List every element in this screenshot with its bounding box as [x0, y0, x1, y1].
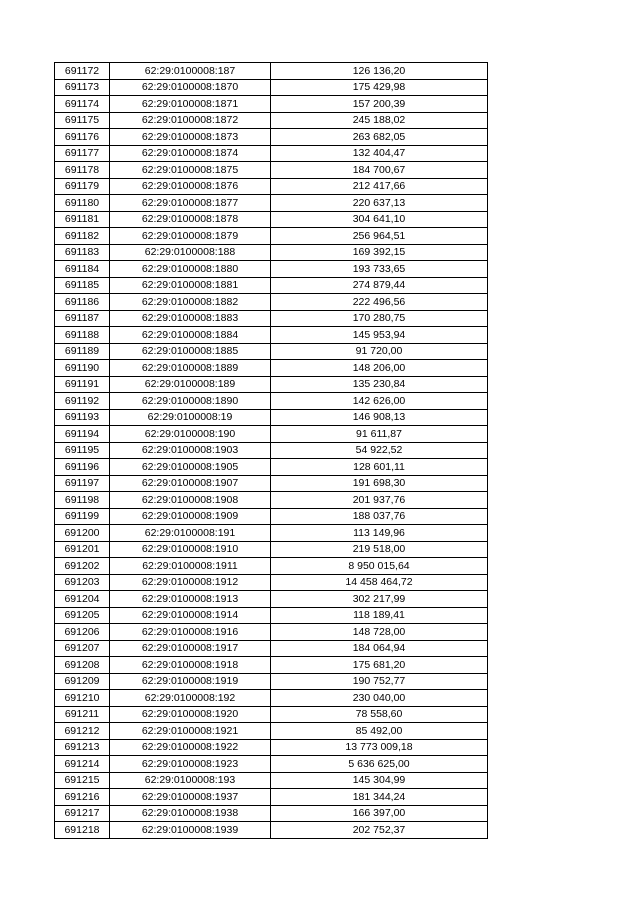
cadastral-number-cell: 62:29:0100008:1914	[110, 607, 271, 624]
row-number-cell: 691196	[55, 459, 110, 476]
row-number-cell: 691174	[55, 96, 110, 113]
value-cell: 157 200,39	[271, 96, 488, 113]
cadastral-number-cell: 62:29:0100008:1917	[110, 640, 271, 657]
value-cell: 175 681,20	[271, 657, 488, 674]
table-row	[55, 327, 488, 344]
cadastral-number-cell: 62:29:0100008:1912	[110, 574, 271, 591]
cadastral-number-cell: 62:29:0100008:1920	[110, 706, 271, 723]
cadastral-value-table	[54, 62, 488, 839]
value-cell: 170 280,75	[271, 310, 488, 327]
value-cell: 201 937,76	[271, 492, 488, 509]
cadastral-number-cell: 62:29:0100008:1916	[110, 624, 271, 641]
cadastral-number-cell: 62:29:0100008:1875	[110, 162, 271, 179]
cadastral-number-cell: 62:29:0100008:191	[110, 525, 271, 542]
row-number-cell: 691215	[55, 772, 110, 789]
table-row	[55, 409, 488, 426]
table-row	[55, 360, 488, 377]
table-row	[55, 178, 488, 195]
value-cell: 175 429,98	[271, 79, 488, 96]
table-row	[55, 459, 488, 476]
cadastral-number-cell: 62:29:0100008:1922	[110, 739, 271, 756]
table-row	[55, 129, 488, 146]
value-cell: 132 404,47	[271, 145, 488, 162]
cadastral-number-cell: 62:29:0100008:190	[110, 426, 271, 443]
table-row	[55, 63, 488, 80]
row-number-cell: 691193	[55, 409, 110, 426]
cadastral-number-cell: 62:29:0100008:1921	[110, 723, 271, 740]
value-cell: 13 773 009,18	[271, 739, 488, 756]
value-cell: 304 641,10	[271, 211, 488, 228]
row-number-cell: 691173	[55, 79, 110, 96]
table-row	[55, 376, 488, 393]
table-row	[55, 690, 488, 707]
table-row	[55, 426, 488, 443]
cadastral-number-cell: 62:29:0100008:192	[110, 690, 271, 707]
row-number-cell: 691201	[55, 541, 110, 558]
table-row	[55, 673, 488, 690]
row-number-cell: 691188	[55, 327, 110, 344]
row-number-cell: 691187	[55, 310, 110, 327]
row-number-cell: 691211	[55, 706, 110, 723]
value-cell: 91 611,87	[271, 426, 488, 443]
table-row	[55, 558, 488, 575]
cadastral-number-cell: 62:29:0100008:1870	[110, 79, 271, 96]
row-number-cell: 691189	[55, 343, 110, 360]
row-number-cell: 691183	[55, 244, 110, 261]
value-cell: 166 397,00	[271, 805, 488, 822]
table-row	[55, 310, 488, 327]
cadastral-number-cell: 62:29:0100008:1911	[110, 558, 271, 575]
value-cell: 145 953,94	[271, 327, 488, 344]
value-cell: 219 518,00	[271, 541, 488, 558]
table-row	[55, 739, 488, 756]
row-number-cell: 691202	[55, 558, 110, 575]
table-row	[55, 657, 488, 674]
row-number-cell: 691213	[55, 739, 110, 756]
cadastral-number-cell: 62:29:0100008:193	[110, 772, 271, 789]
value-cell: 302 217,99	[271, 591, 488, 608]
value-cell: 85 492,00	[271, 723, 488, 740]
table-row	[55, 112, 488, 129]
value-cell: 113 149,96	[271, 525, 488, 542]
value-cell: 142 626,00	[271, 393, 488, 410]
value-cell: 190 752,77	[271, 673, 488, 690]
row-number-cell: 691208	[55, 657, 110, 674]
row-number-cell: 691181	[55, 211, 110, 228]
cadastral-number-cell: 62:29:0100008:1872	[110, 112, 271, 129]
table-row	[55, 805, 488, 822]
row-number-cell: 691186	[55, 294, 110, 311]
table-row	[55, 789, 488, 806]
cadastral-number-cell: 62:29:0100008:1908	[110, 492, 271, 509]
value-cell: 78 558,60	[271, 706, 488, 723]
table-row	[55, 756, 488, 773]
row-number-cell: 691216	[55, 789, 110, 806]
value-cell: 5 636 625,00	[271, 756, 488, 773]
value-cell: 146 908,13	[271, 409, 488, 426]
row-number-cell: 691195	[55, 442, 110, 459]
table-row	[55, 772, 488, 789]
cadastral-number-cell: 62:29:0100008:19	[110, 409, 271, 426]
row-number-cell: 691209	[55, 673, 110, 690]
cadastral-number-cell: 62:29:0100008:1937	[110, 789, 271, 806]
value-cell: 256 964,51	[271, 228, 488, 245]
cadastral-number-cell: 62:29:0100008:1939	[110, 822, 271, 839]
table-row	[55, 607, 488, 624]
table-row	[55, 822, 488, 839]
table-row	[55, 591, 488, 608]
row-number-cell: 691197	[55, 475, 110, 492]
table-row	[55, 541, 488, 558]
value-cell: 263 682,05	[271, 129, 488, 146]
value-cell: 135 230,84	[271, 376, 488, 393]
table-row	[55, 723, 488, 740]
cadastral-number-cell: 62:29:0100008:1890	[110, 393, 271, 410]
row-number-cell: 691218	[55, 822, 110, 839]
table-row	[55, 277, 488, 294]
cadastral-number-cell: 62:29:0100008:1882	[110, 294, 271, 311]
value-cell: 220 637,13	[271, 195, 488, 212]
row-number-cell: 691184	[55, 261, 110, 278]
table-row	[55, 79, 488, 96]
table-body	[55, 63, 488, 839]
row-number-cell: 691214	[55, 756, 110, 773]
value-cell: 128 601,11	[271, 459, 488, 476]
table-row	[55, 475, 488, 492]
value-cell: 188 037,76	[271, 508, 488, 525]
table-row	[55, 211, 488, 228]
cadastral-number-cell: 62:29:0100008:189	[110, 376, 271, 393]
row-number-cell: 691206	[55, 624, 110, 641]
value-cell: 212 417,66	[271, 178, 488, 195]
table-row	[55, 145, 488, 162]
cadastral-number-cell: 62:29:0100008:1889	[110, 360, 271, 377]
table-row	[55, 442, 488, 459]
table-row	[55, 162, 488, 179]
table-row	[55, 492, 488, 509]
value-cell: 169 392,15	[271, 244, 488, 261]
value-cell: 14 458 464,72	[271, 574, 488, 591]
value-cell: 118 189,41	[271, 607, 488, 624]
table-row	[55, 228, 488, 245]
cadastral-number-cell: 62:29:0100008:1871	[110, 96, 271, 113]
cadastral-number-cell: 62:29:0100008:1919	[110, 673, 271, 690]
value-cell: 126 136,20	[271, 63, 488, 80]
table-row	[55, 525, 488, 542]
cadastral-number-cell: 62:29:0100008:1873	[110, 129, 271, 146]
value-cell: 184 700,67	[271, 162, 488, 179]
value-cell: 148 728,00	[271, 624, 488, 641]
row-number-cell: 691182	[55, 228, 110, 245]
cadastral-number-cell: 62:29:0100008:188	[110, 244, 271, 261]
cadastral-number-cell: 62:29:0100008:1909	[110, 508, 271, 525]
cadastral-number-cell: 62:29:0100008:1876	[110, 178, 271, 195]
table-row	[55, 96, 488, 113]
row-number-cell: 691217	[55, 805, 110, 822]
row-number-cell: 691194	[55, 426, 110, 443]
row-number-cell: 691177	[55, 145, 110, 162]
value-cell: 145 304,99	[271, 772, 488, 789]
value-cell: 91 720,00	[271, 343, 488, 360]
table-row	[55, 508, 488, 525]
cadastral-number-cell: 62:29:0100008:1938	[110, 805, 271, 822]
row-number-cell: 691185	[55, 277, 110, 294]
cadastral-number-cell: 62:29:0100008:1878	[110, 211, 271, 228]
row-number-cell: 691179	[55, 178, 110, 195]
row-number-cell: 691192	[55, 393, 110, 410]
cadastral-number-cell: 62:29:0100008:1877	[110, 195, 271, 212]
row-number-cell: 691190	[55, 360, 110, 377]
value-cell: 191 698,30	[271, 475, 488, 492]
value-cell: 8 950 015,64	[271, 558, 488, 575]
value-cell: 230 040,00	[271, 690, 488, 707]
value-cell: 274 879,44	[271, 277, 488, 294]
cadastral-number-cell: 62:29:0100008:1884	[110, 327, 271, 344]
value-cell: 202 752,37	[271, 822, 488, 839]
cadastral-number-cell: 62:29:0100008:1885	[110, 343, 271, 360]
value-cell: 222 496,56	[271, 294, 488, 311]
cadastral-number-cell: 62:29:0100008:1883	[110, 310, 271, 327]
table-row	[55, 343, 488, 360]
table-row	[55, 624, 488, 641]
row-number-cell: 691199	[55, 508, 110, 525]
cadastral-number-cell: 62:29:0100008:1923	[110, 756, 271, 773]
cadastral-number-cell: 62:29:0100008:1905	[110, 459, 271, 476]
cadastral-number-cell: 62:29:0100008:1881	[110, 277, 271, 294]
cadastral-number-cell: 62:29:0100008:1913	[110, 591, 271, 608]
cadastral-number-cell: 62:29:0100008:1903	[110, 442, 271, 459]
cadastral-number-cell: 62:29:0100008:1874	[110, 145, 271, 162]
row-number-cell: 691207	[55, 640, 110, 657]
table-row	[55, 706, 488, 723]
row-number-cell: 691205	[55, 607, 110, 624]
row-number-cell: 691198	[55, 492, 110, 509]
table-row	[55, 574, 488, 591]
row-number-cell: 691204	[55, 591, 110, 608]
table-row	[55, 393, 488, 410]
table-row	[55, 261, 488, 278]
value-cell: 54 922,52	[271, 442, 488, 459]
cadastral-number-cell: 62:29:0100008:1879	[110, 228, 271, 245]
value-cell: 184 064,94	[271, 640, 488, 657]
cadastral-number-cell: 62:29:0100008:1918	[110, 657, 271, 674]
table-row	[55, 244, 488, 261]
value-cell: 148 206,00	[271, 360, 488, 377]
row-number-cell: 691180	[55, 195, 110, 212]
cadastral-number-cell: 62:29:0100008:1880	[110, 261, 271, 278]
row-number-cell: 691178	[55, 162, 110, 179]
table-row	[55, 640, 488, 657]
row-number-cell: 691210	[55, 690, 110, 707]
row-number-cell: 691203	[55, 574, 110, 591]
value-cell: 193 733,65	[271, 261, 488, 278]
row-number-cell: 691176	[55, 129, 110, 146]
cadastral-number-cell: 62:29:0100008:187	[110, 63, 271, 80]
table-row	[55, 294, 488, 311]
value-cell: 245 188,02	[271, 112, 488, 129]
cadastral-number-cell: 62:29:0100008:1907	[110, 475, 271, 492]
row-number-cell: 691175	[55, 112, 110, 129]
value-cell: 181 344,24	[271, 789, 488, 806]
table-row	[55, 195, 488, 212]
row-number-cell: 691200	[55, 525, 110, 542]
row-number-cell: 691212	[55, 723, 110, 740]
row-number-cell: 691191	[55, 376, 110, 393]
cadastral-number-cell: 62:29:0100008:1910	[110, 541, 271, 558]
row-number-cell: 691172	[55, 63, 110, 80]
